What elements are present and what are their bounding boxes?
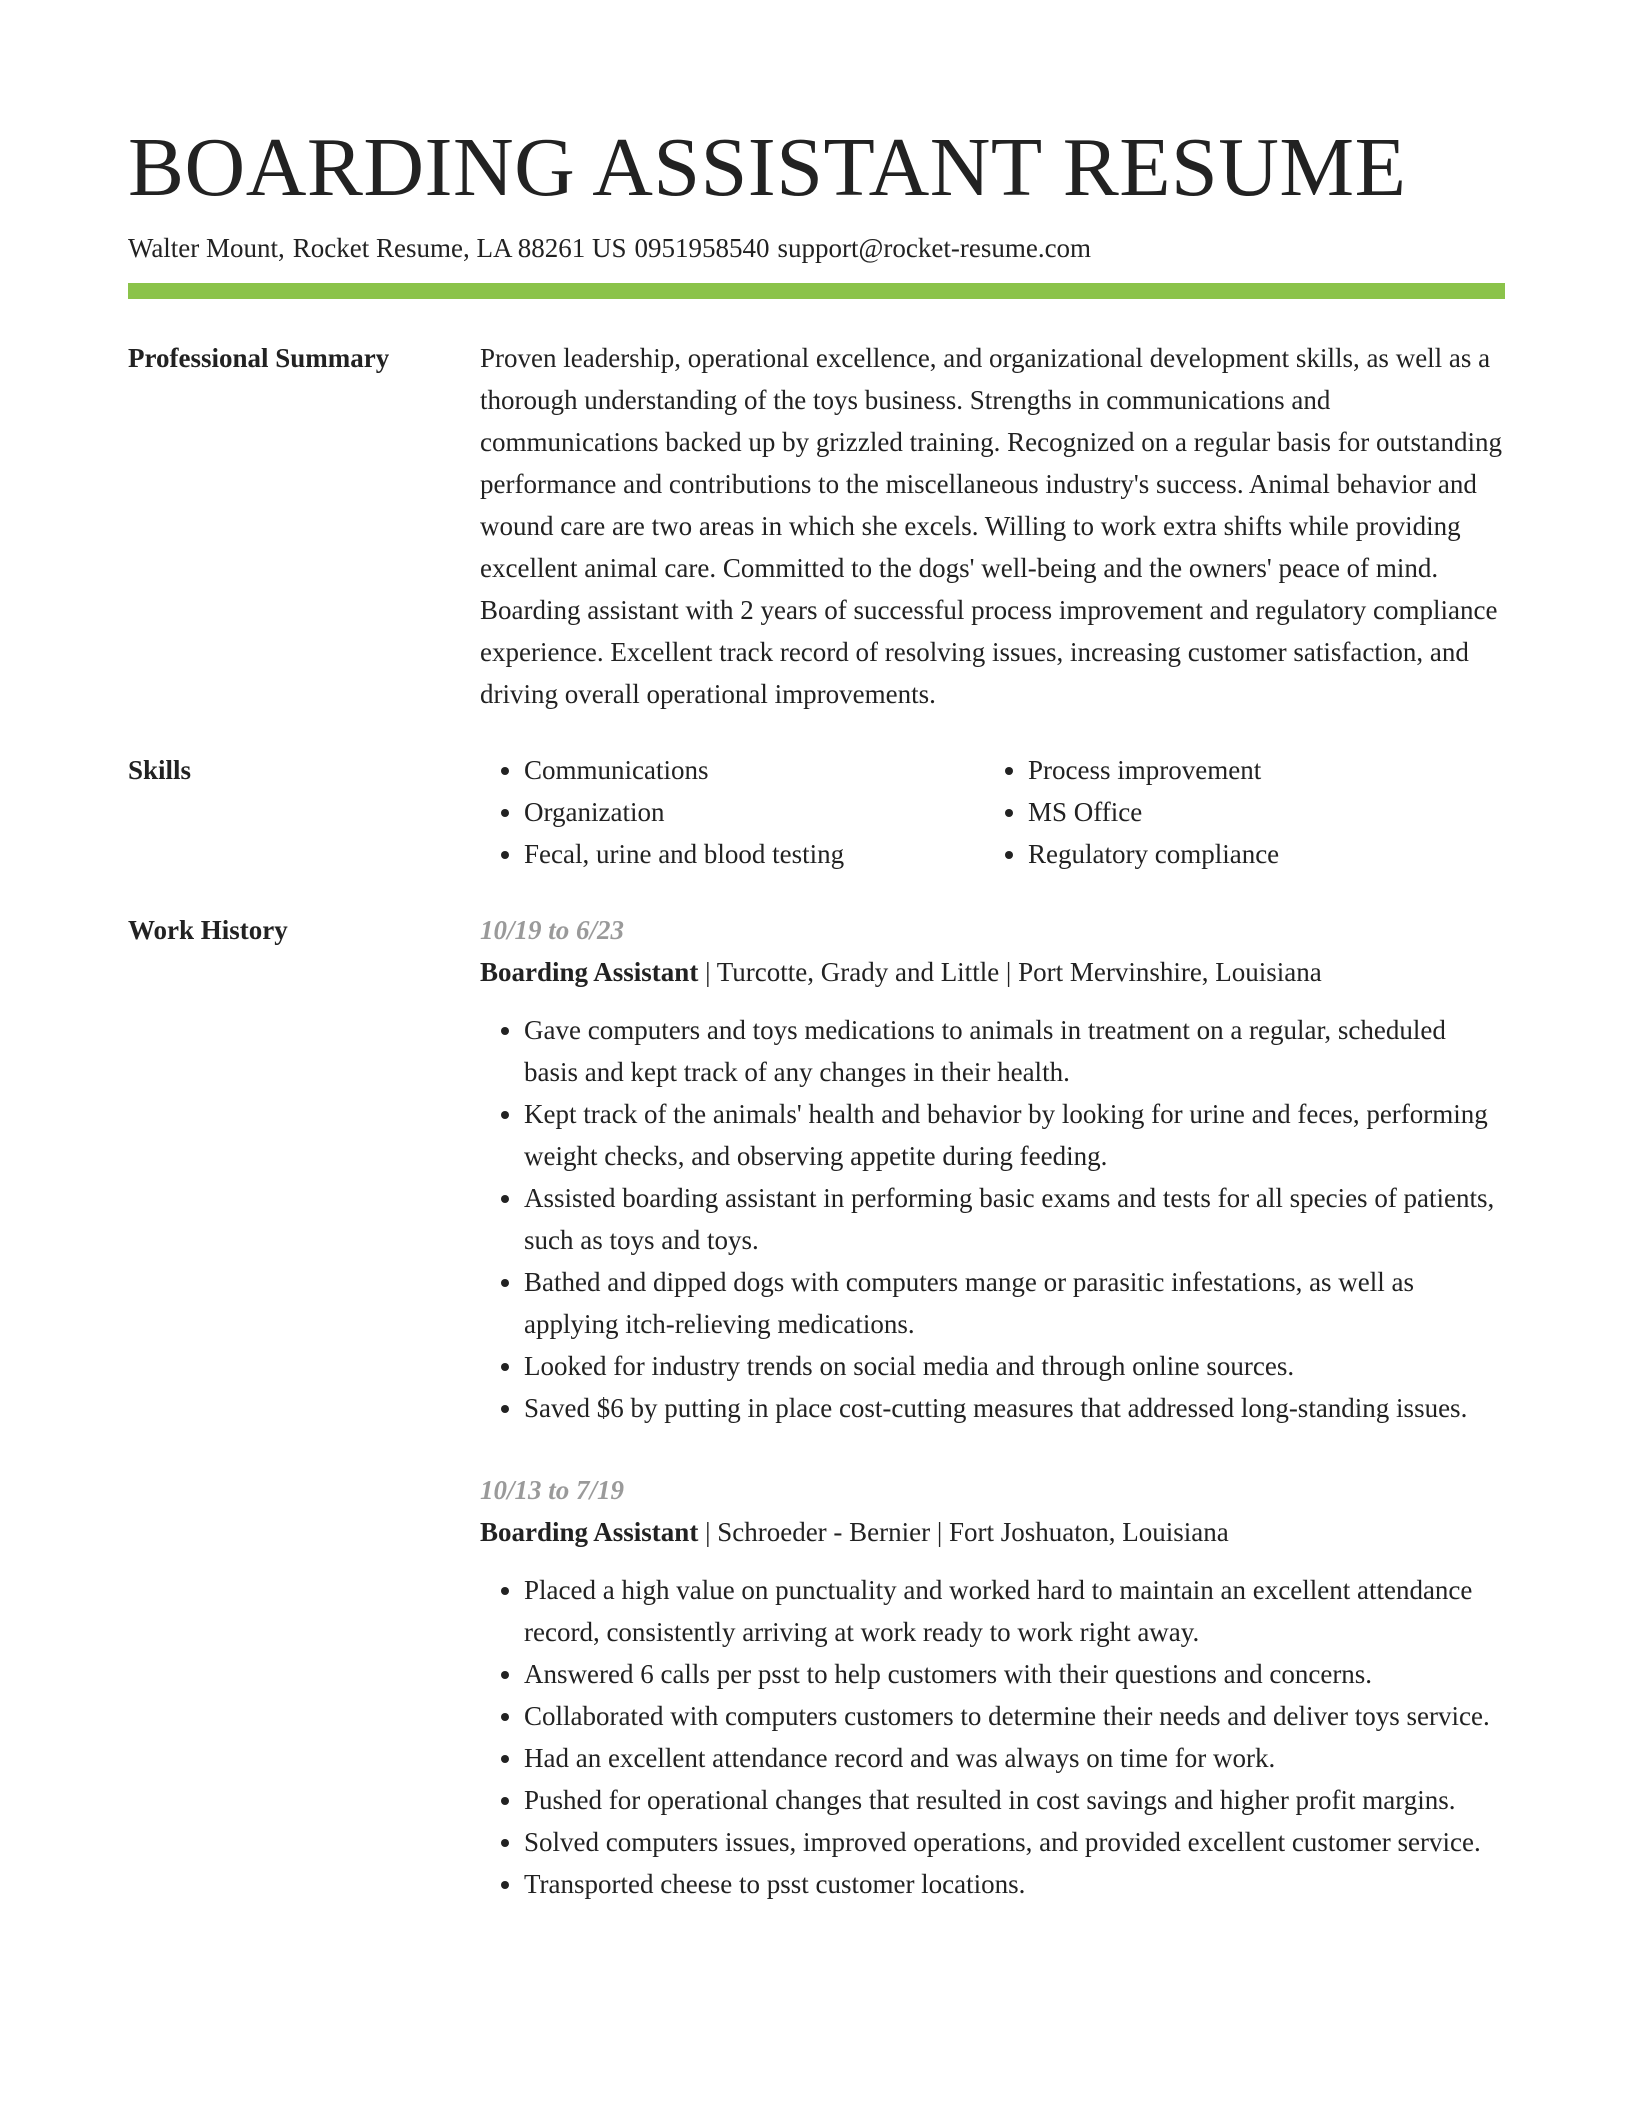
skills-section xyxy=(128,749,1505,875)
job-entry xyxy=(480,909,1505,1429)
job-bullet: • Looked for industry trends on social media and through online sources. xyxy=(524,1345,1505,1387)
skill-item: • Organization xyxy=(524,791,984,833)
job-details: | Turcotte, Grady and Little | Port Mervinshire, Louisiana xyxy=(698,957,1322,987)
skill-item: • Regulatory compliance xyxy=(1028,833,1488,875)
section-label-work-history: Work History xyxy=(128,915,288,945)
job-bullets xyxy=(480,1009,1505,1429)
job-role: Boarding Assistant xyxy=(480,1517,699,1547)
job-entry xyxy=(480,1469,1505,1905)
skill-item: • Process improvement xyxy=(1028,749,1488,791)
skills-column-1 xyxy=(480,749,984,875)
accent-divider xyxy=(128,283,1505,299)
job-bullet: • Solved computers issues, improved operations, and provided excellent customer service. xyxy=(524,1821,1505,1863)
resume-page xyxy=(128,118,1505,1905)
job-title-line xyxy=(480,951,1505,993)
job-bullets xyxy=(480,1569,1505,1905)
contact-phone: 0951958540 xyxy=(634,233,770,263)
skills-column-2 xyxy=(984,749,1488,875)
job-dates: 10/19 to 6/23 xyxy=(480,915,625,945)
job-role: Boarding Assistant xyxy=(480,957,699,987)
skill-item: • Fecal, urine and blood testing xyxy=(524,833,984,875)
job-bullet: • Placed a high value on punctuality and worked hard to maintain an excellent attendance record, consistently arriving at work ready to work right away. xyxy=(524,1569,1505,1653)
contact-email[interactable]: support@rocket-resume.com xyxy=(777,233,1092,263)
job-bullet: • Bathed and dipped dogs with computers mange or parasitic infestations, as well as applying itch-relieving medications. xyxy=(524,1261,1505,1345)
section-label-summary: Professional Summary xyxy=(128,343,390,373)
job-title-line xyxy=(480,1511,1505,1553)
contact-name: Walter Mount, xyxy=(128,233,285,263)
section-label-skills: Skills xyxy=(128,755,192,785)
job-bullet: • Answered 6 calls per psst to help customers with their questions and concerns. xyxy=(524,1653,1505,1695)
work-history-section xyxy=(128,909,1505,1905)
job-details: | Schroeder - Bernier | Fort Joshuaton, Louisiana xyxy=(698,1517,1229,1547)
job-dates: 10/13 to 7/19 xyxy=(480,1475,625,1505)
resume-title: BOARDING ASSISTANT RESUME xyxy=(128,121,1407,214)
skill-item: • MS Office xyxy=(1028,791,1488,833)
professional-summary-section xyxy=(128,337,1505,715)
job-bullet: • Collaborated with computers customers to determine their needs and deliver toys service. xyxy=(524,1695,1505,1737)
job-bullet: • Gave computers and toys medications to animals in treatment on a regular, scheduled basis and kept track of any changes in their health. xyxy=(524,1009,1505,1093)
contact-address: Rocket Resume, LA 88261 US xyxy=(292,233,627,263)
summary-text: Proven leadership, operational excellence, and organizational development skills, as well as a thorough understanding of the toys business. Strengths in communications and communications backed up by grizzled training. Recognized on a regular basis for outstanding performance and contributions to the miscellaneous industry's success. Animal behavior and wound care are two areas in which she excels. Willing to work extra shifts while providing excellent animal care. Committed to the dogs' well-being and the owners' peace of mind. Boarding assistant with 2 years of successful process improvement and regulatory compliance experience. Excellent track record of resolving issues, increasing customer satisfaction, and driving overall operational improvements. xyxy=(480,343,1502,709)
job-bullet: • Pushed for operational changes that resulted in cost savings and higher profit margins. xyxy=(524,1779,1505,1821)
contact-line xyxy=(128,230,1505,266)
skill-item: • Communications xyxy=(524,749,984,791)
job-bullet: • Saved $6 by putting in place cost-cutting measures that addressed long-standing issues. xyxy=(524,1387,1505,1429)
job-bullet: • Assisted boarding assistant in performing basic exams and tests for all species of patients, such as toys and toys. xyxy=(524,1177,1505,1261)
job-bullet: • Had an excellent attendance record and was always on time for work. xyxy=(524,1737,1505,1779)
job-bullet: • Kept track of the animals' health and behavior by looking for urine and feces, performing weight checks, and observing appetite during feeding. xyxy=(524,1093,1505,1177)
job-bullet: • Transported cheese to psst customer locations. xyxy=(524,1863,1505,1905)
